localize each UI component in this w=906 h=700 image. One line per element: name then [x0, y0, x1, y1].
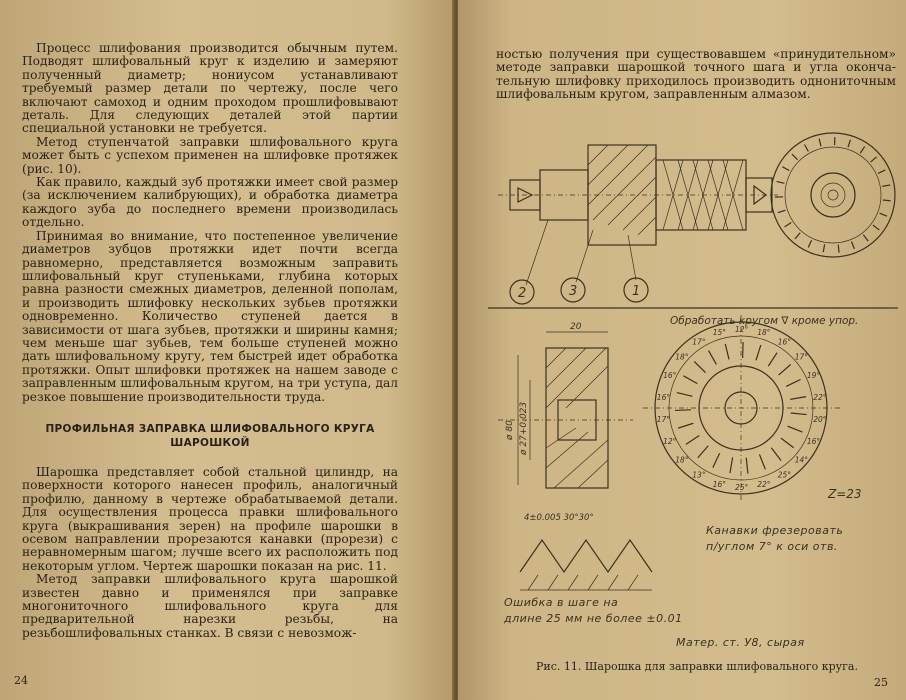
angle-label: 18° — [757, 328, 771, 338]
wheel-end-view — [771, 133, 895, 257]
angle-label: 20° — [813, 415, 827, 425]
angle-label: 17° — [794, 352, 809, 362]
paragraph: Принимая во внимание, что постепенное увеличение диаметров зубцов протяжки идет почти всегда равномерно, представляется возможным заправить шлифовальный круг ступеньками, глубина которых равна разности смежных диаметров, деленной пополам, и производить шлифовку нескольких зубьев протяжки одновременно. Количество ступеней дается в зависимости от шага зубьев, протяжки и ширины камня; чем меньше шаг зубьев, тем больше ступеней можно дать шлифовальному кругу, тем быстрей идет обработка протяжки. Опыт шлифовки протяжек на нашем заводе с заправленным шлифовальным кругом, на три уступа, дал резкое повышение производительности труда. — [22, 228, 398, 404]
surface-note: Обработать кругом ∇ кроме упор. — [670, 315, 859, 327]
groove-line — [709, 351, 717, 365]
angle-label: 18° — [675, 455, 689, 465]
angle-label: 15° — [712, 328, 727, 338]
groove-line — [863, 235, 868, 241]
groove-line — [746, 458, 748, 474]
groove-line — [778, 210, 786, 212]
section-heading: ПРОФИЛЬНАЯ ЗАПРАВКА ШЛИФОВАЛЬНОГО КРУГА ШАРОШКОЙ — [45, 422, 375, 449]
callout-1: 1 — [632, 284, 641, 299]
page-number-left: 24 — [14, 674, 28, 687]
angle-label: 16° — [663, 371, 677, 381]
groove-line — [777, 181, 785, 183]
angle-label: 16° — [806, 436, 821, 446]
groove-line — [823, 244, 824, 252]
dim-left-2: ø 27+0.023 — [519, 401, 529, 455]
groove-line — [759, 454, 765, 469]
groove-line — [882, 185, 890, 186]
groove-line — [790, 397, 806, 400]
groove-line — [779, 365, 791, 376]
groove-line — [791, 413, 807, 415]
groove-line — [819, 139, 821, 147]
dim-top: 20 — [570, 322, 582, 332]
page-number-right: 25 — [874, 676, 888, 689]
tooth-profile — [520, 513, 652, 590]
angle-label: 25° — [777, 470, 792, 480]
note-pitch-2: длине 25 мм не более ±0.01 — [504, 612, 683, 625]
groove-line — [808, 240, 811, 247]
groove-line — [756, 345, 761, 360]
groove-line — [883, 200, 891, 201]
callout-3: 3 — [569, 284, 578, 299]
groove-line — [771, 448, 781, 461]
groove-line — [694, 361, 705, 372]
groove-line — [782, 167, 789, 171]
groove-line — [725, 344, 729, 360]
profile-dims: 4±0.005 30°30° — [524, 513, 594, 523]
angle-label: 17° — [692, 337, 706, 347]
section-view — [498, 322, 633, 488]
paragraph: Процесс шлифования производится обычным путем. Подводят шлифовальный круг к изделию и замеряют полученный диаметр; нониусом устанавливают требуемый размер детали по чертежу, после чего включают самоход и одним проходом прошлифовывают деталь. Для следующих деталей этой партии специальной установки не требуется. — [22, 41, 398, 136]
groove-line — [786, 380, 800, 387]
right-page — [458, 0, 906, 700]
groove-line — [795, 233, 800, 239]
angle-label: 14° — [794, 455, 809, 465]
groove-line — [677, 393, 693, 397]
groove-line — [768, 353, 777, 366]
front-view-gear — [643, 315, 862, 502]
groove-line — [683, 376, 697, 384]
groove-line — [730, 457, 733, 473]
groove-line — [743, 342, 744, 358]
note-material: Матер. ст. У8, сырая — [676, 636, 805, 649]
paragraph: Шарошка представляет собой стальной цилиндр, на поверхности которого нанесен профиль, аналогичный профилю, данному в чертеже обрабатываемой детали. Для осуществления процесса правки шлифовального круга (выкрашивания зерен) на профиле шарошки в осевом направлении прорезаются канавки (прорези) с неравномерным шагом; лучше всего их расположить под некоторым углом. Чертеж шарошки показан на рис. 11. — [22, 464, 398, 573]
angle-label: 22° — [757, 479, 771, 489]
groove-line — [678, 423, 693, 428]
groove-line — [675, 410, 691, 411]
angle-label: 18° — [675, 352, 689, 362]
groove-line — [878, 170, 885, 173]
paragraph: Метод заправки шлифовального круга шарошкой известен давно и применялся при заправке многониточного шлифовального круга для предварительной нарезки резьбы, на резьбошлифовальных станках. В связи с невозмож- — [22, 572, 398, 640]
teeth-count: Z=23 — [828, 487, 862, 501]
groove-line — [880, 213, 887, 216]
angle-label: 19° — [806, 371, 821, 381]
groove-line — [804, 145, 808, 152]
note-pitch-1: Ошибка в шаге на — [504, 596, 619, 609]
groove-line — [860, 146, 864, 153]
angle-label: 13° — [692, 470, 706, 480]
groove-line — [851, 241, 854, 248]
angle-label: 22° — [813, 392, 827, 402]
paragraph: Как правило, каждый зуб протяжки имеет свой размер (за исключением калибрующих), и обработка диаметра каждого зуба до последнего времени производилась отдельно. — [22, 175, 398, 230]
groove-line — [781, 438, 794, 448]
groove-line — [792, 154, 798, 160]
groove-line — [873, 225, 879, 230]
groove-line — [713, 453, 720, 467]
figure-11-drawing — [458, 110, 906, 670]
angle-label: 12° — [663, 436, 677, 446]
assembly-view — [498, 145, 778, 304]
groove-line — [838, 245, 839, 253]
groove-line — [848, 140, 850, 148]
groove-line — [698, 446, 708, 458]
groove-line — [785, 223, 792, 227]
angle-label: 16° — [777, 337, 792, 347]
angle-label: 12° — [735, 325, 749, 334]
right-page-text — [496, 48, 896, 102]
angle-label: 25° — [735, 483, 749, 492]
dim-left: ø 80 — [505, 420, 515, 440]
angle-label: 17° — [656, 415, 671, 425]
note-grooves-2: п/углом 7° к оси отв. — [706, 540, 838, 553]
paragraph: ностью получения при существовавшем «принудительном» методе заправки шарошкой точного шага и угла оконча-тельную шлифовку приходилось производить однониточным шлифовальным кругом, заправленным алмазом. — [496, 47, 896, 102]
groove-line — [686, 436, 699, 445]
groove-line — [871, 157, 877, 162]
groove-line — [788, 426, 803, 432]
note-grooves-1: Канавки фрезеровать — [706, 524, 844, 537]
left-page-text — [22, 42, 398, 640]
figure-caption: Рис. 11. Шарошка для заправки шлифовального круга. — [536, 660, 858, 673]
angle-label: 16° — [656, 392, 671, 402]
paragraph: Метод ступенчатой заправки шлифовального круга может быть с успехом применен на шлифовке протяжек (рис. 10). — [22, 134, 398, 176]
callout-2: 2 — [518, 286, 527, 301]
angle-label: 16° — [712, 479, 727, 489]
